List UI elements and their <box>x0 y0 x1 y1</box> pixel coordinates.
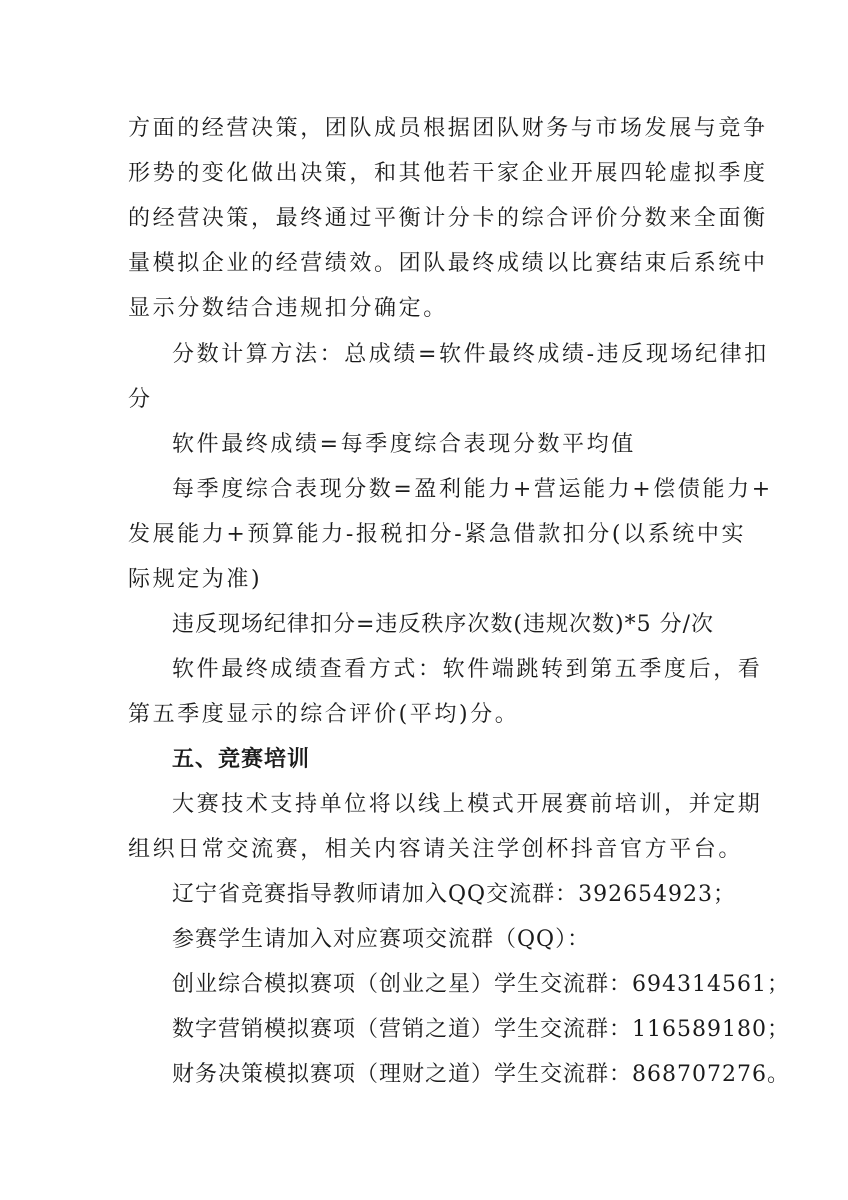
formula-quarter-score: 每季度综合表现分数=盈利能力+营运能力+偿债能力+ <box>172 477 773 502</box>
paragraph-line: 量模拟企业的经营绩效。团队最终成绩以比赛结束后系统中 <box>128 251 768 276</box>
paragraph-line: 的经营决策，最终通过平衡计分卡的综合评价分数来全面衡 <box>128 206 768 231</box>
finance-qq-group: 财务决策模拟赛项（理财之道）学生交流群：868707276。 <box>172 1062 790 1087</box>
paragraph-line: 形势的变化做出决策，和其他若干家企业开展四轮虚拟季度 <box>128 161 768 186</box>
training-paragraph-continued: 组织日常交流赛，相关内容请关注学创杯抖音官方平台。 <box>128 837 744 862</box>
formula-penalty: 违反现场纪律扣分=违反秩序次数(违规次数)*5 分/次 <box>172 612 715 637</box>
marketing-qq-group: 数字营销模拟赛项（营销之道）学生交流群：116589180； <box>172 1017 790 1042</box>
score-view-method-continued: 第五季度显示的综合评价(平均)分。 <box>128 702 520 727</box>
entrepreneurship-qq-group: 创业综合模拟赛项（创业之星）学生交流群：694314561； <box>172 972 790 997</box>
formula-total-score: 分数计算方法：总成绩=软件最终成绩-违反现场纪律扣 <box>172 342 769 367</box>
paragraph-line: 显示分数结合违规扣分确定。 <box>128 296 448 321</box>
training-paragraph: 大赛技术支持单位将以线上模式开展赛前培训，并定期 <box>172 792 763 817</box>
student-qq-intro: 参赛学生请加入对应赛项交流群（QQ）： <box>172 927 591 952</box>
formula-software-score: 软件最终成绩=每季度综合表现分数平均值 <box>172 432 636 457</box>
score-view-method: 软件最终成绩查看方式：软件端跳转到第五季度后，看 <box>172 657 763 682</box>
formula-total-score-continued: 分 <box>128 387 153 412</box>
formula-quarter-score-continued: 发展能力+预算能力-报税扣分-紧急借款扣分(以系统中实 <box>128 522 747 547</box>
paragraph-line: 方面的经营决策，团队成员根据团队财务与市场发展与竞争 <box>128 116 768 141</box>
formula-quarter-score-continued: 际规定为准) <box>128 567 263 592</box>
teacher-qq-group: 辽宁省竞赛指导教师请加入QQ交流群：392654923； <box>172 882 737 907</box>
section-heading: 五、竞赛培训 <box>172 747 311 772</box>
